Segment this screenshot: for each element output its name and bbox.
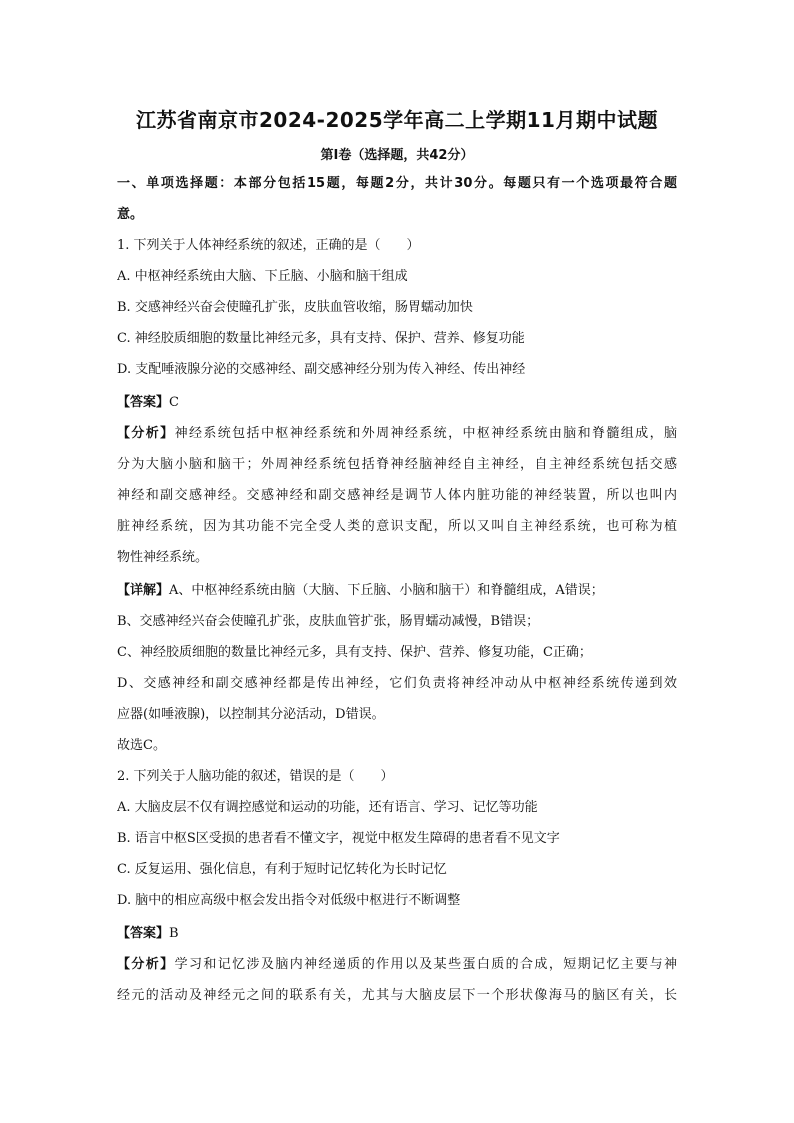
paper-section-subtitle: 第Ⅰ卷（选择题，共42分） bbox=[320, 148, 474, 163]
analysis-tag: 【分析】 bbox=[117, 957, 175, 972]
answer-tag: 【答案】 bbox=[117, 395, 170, 410]
question-2-option-c: C. 反复运用、强化信息，有利于短时记忆转化为长时记忆 bbox=[117, 862, 447, 877]
question-1-option-c: C. 神经胶质细胞的数量比神经元多，具有支持、保护、营养、修复功能 bbox=[117, 331, 525, 346]
question-1-option-a: A. 中枢神经系统由大脑、下丘脑、小脑和脑干组成 bbox=[117, 269, 408, 284]
question-1-answer bbox=[117, 393, 677, 413]
question-1-detail-line-5: 应器(如唾液腺)，以控制其分泌活动，D错误。 bbox=[117, 707, 385, 722]
document-title: 江苏省南京市2024-2025学年高二上学期11月期中试题 bbox=[136, 108, 658, 132]
question-1-detail-line-4: D、交感神经和副交感神经都是传出神经，它们负责将神经冲动从中枢神经系统传递到效 bbox=[117, 676, 677, 691]
question-2-analysis-line-1 bbox=[117, 955, 677, 975]
answer-value: C bbox=[169, 395, 179, 410]
question-1-option-b: B. 交感神经兴奋会使瞳孔扩张，皮肤血管收缩，肠胃蠕动加快 bbox=[117, 300, 473, 315]
question-1-detail-line-2: B、交感神经兴奋会使瞳孔扩张，皮肤血管扩张，肠胃蠕动减慢，B错误； bbox=[117, 614, 540, 629]
question-2-analysis-line-2: 经元的活动及神经元之间的联系有关，尤其与大脑皮层下一个形状像海马的脑区有关，长 bbox=[117, 988, 677, 1003]
question-1-analysis-line-4: 脏神经系统，因为其功能不完全受人类的意识支配，所以又叫自主神经系统，也可称为植 bbox=[117, 519, 677, 534]
analysis-text: 学习和记忆涉及脑内神经递质的作用以及某些蛋白质的合成，短期记忆主要与神 bbox=[174, 957, 677, 972]
section-instruction-line-1: 一、单项选择题：本部分包括15题，每题2分，共计30分。每题只有一个选项最符合题 bbox=[117, 176, 677, 191]
question-1-detail-line-3: C、神经胶质细胞的数量比神经元多，具有支持、保护、营养、修复功能，C正确； bbox=[117, 645, 592, 660]
question-1-conclusion: 故选C。 bbox=[117, 738, 166, 753]
question-2-stem: 2. 下列关于人脑功能的叙述，错误的是（ ） bbox=[117, 769, 394, 784]
question-1-analysis-line-1 bbox=[117, 424, 677, 444]
question-1-analysis-line-3: 神经和副交感神经。交感神经和副交感神经是调节人体内脏功能的神经装置，所以也叫内 bbox=[117, 488, 677, 503]
question-2-option-d: D. 脑中的相应高级中枢会发出指令对低级中枢进行不断调整 bbox=[117, 893, 461, 908]
answer-tag: 【答案】 bbox=[117, 926, 170, 941]
question-1-analysis-line-2: 分为大脑小脑和脑干；外周神经系统包括脊神经脑神经自主神经，自主神经系统包括交感 bbox=[117, 457, 677, 472]
analysis-tag: 【分析】 bbox=[117, 426, 175, 441]
detail-text: A、中枢神经系统由脑（大脑、下丘脑、小脑和脑干）和脊髓组成，A错误； bbox=[169, 583, 604, 598]
question-1-analysis-line-5: 物性神经系统。 bbox=[117, 550, 209, 565]
detail-tag: 【详解】 bbox=[117, 583, 170, 598]
section-instruction-line-2: 意。 bbox=[117, 207, 144, 222]
answer-value: B bbox=[169, 926, 179, 941]
question-1-detail-line-1 bbox=[117, 581, 677, 601]
question-2-option-a: A. 大脑皮层不仅有调控感觉和运动的功能，还有语言、学习、记忆等功能 bbox=[117, 800, 538, 815]
analysis-text: 神经系统包括中枢神经系统和外周神经系统，中枢神经系统由脑和脊髓组成，脑 bbox=[174, 426, 677, 441]
question-2-answer bbox=[117, 924, 677, 944]
question-2-option-b: B. 语言中枢S区受损的患者看不懂文字，视觉中枢发生障碍的患者看不见文字 bbox=[117, 831, 560, 846]
question-1-option-d: D. 支配唾液腺分泌的交感神经、副交感神经分别为传入神经、传出神经 bbox=[117, 362, 526, 377]
question-1-stem: 1. 下列关于人体神经系统的叙述，正确的是（ ） bbox=[117, 238, 420, 253]
